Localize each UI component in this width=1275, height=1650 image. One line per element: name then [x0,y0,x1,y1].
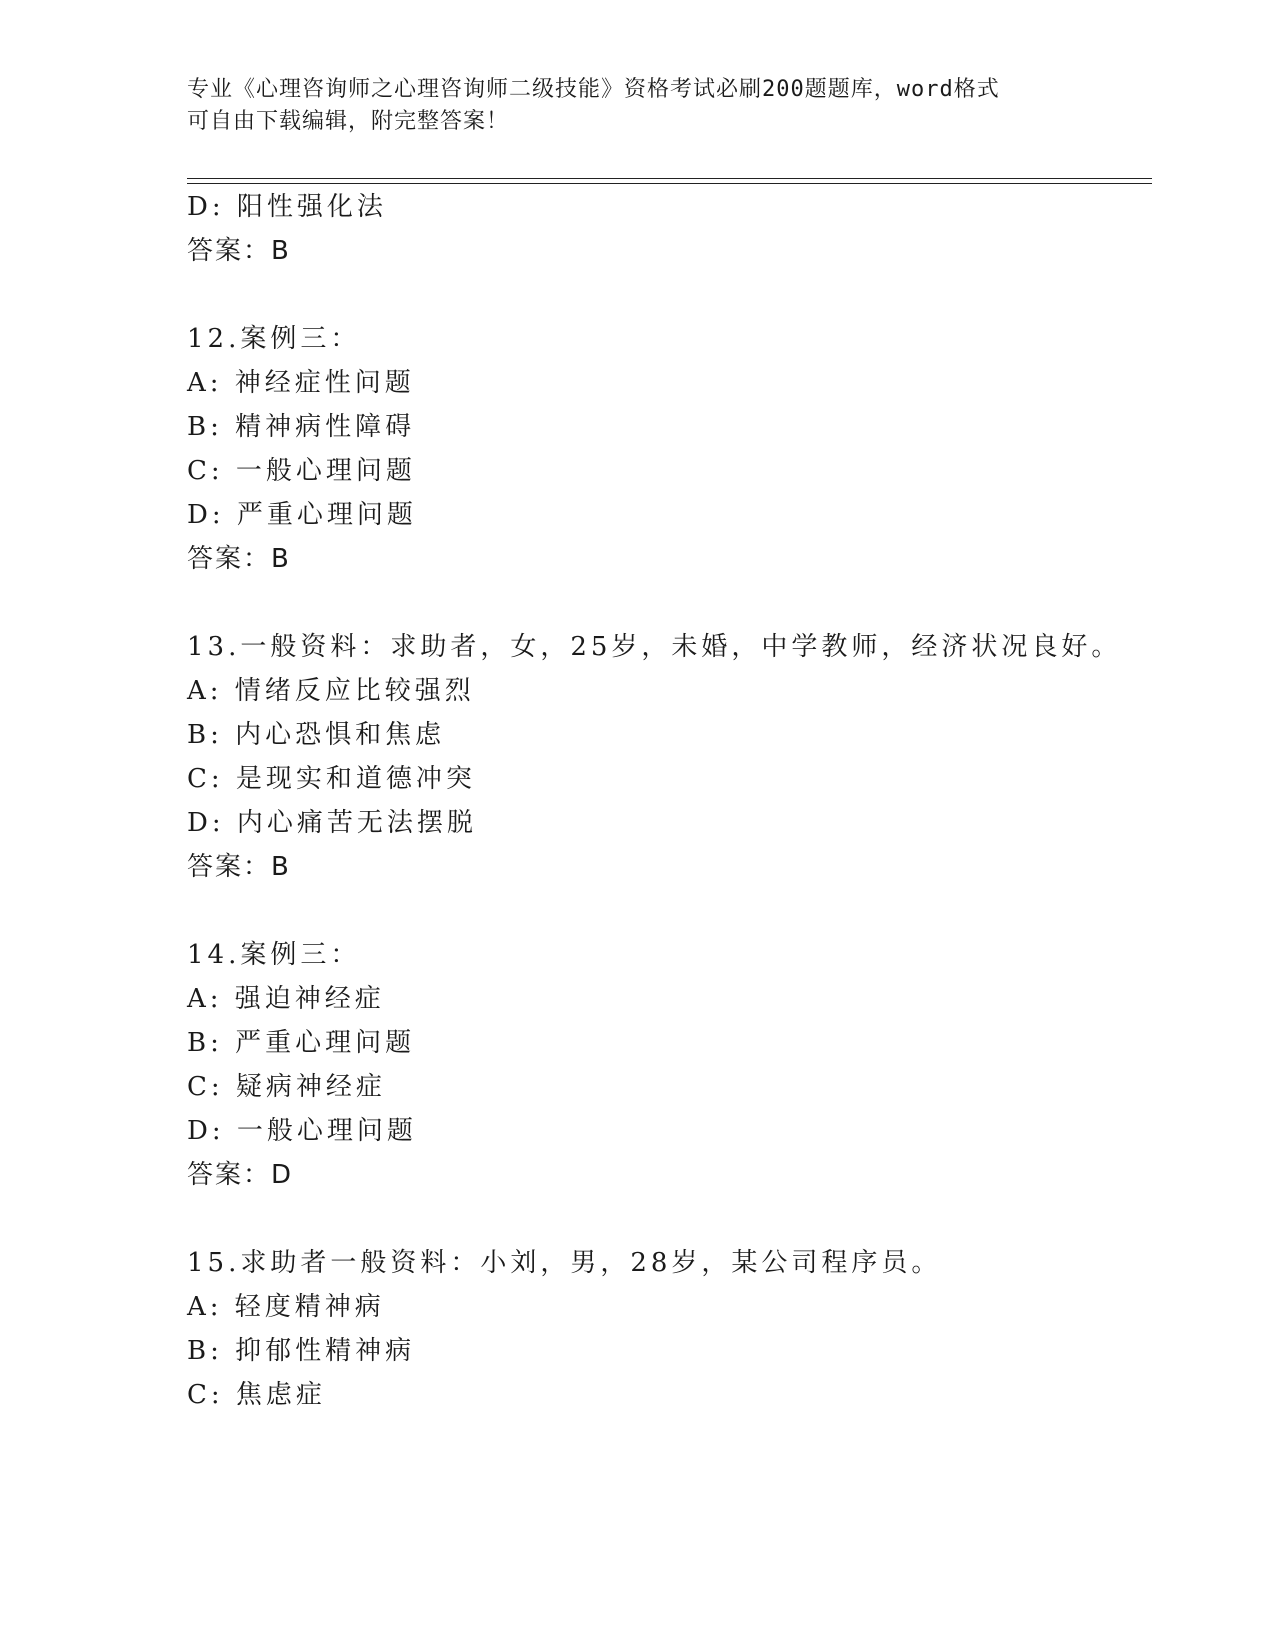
header-divider-top [187,178,1152,179]
question-13: 13.一般资料：求助者，女，25岁，未婚，中学教师，经济状况良好。 [187,632,1122,662]
header-line-2: 可自由下载编辑，附完整答案！ [187,109,510,134]
answer: 答案：B [187,852,291,882]
question-15: 15.求助者一般资料：小刘，男，28岁，某公司程序员。 [187,1248,942,1278]
option-c: C: 疑病神经症 [187,1072,386,1102]
option-c: C: 焦虑症 [187,1380,326,1410]
option-b: B: 严重心理问题 [187,1028,416,1058]
option-a: A: 强迫神经症 [187,984,385,1014]
question-12: 12.案例三： [187,324,361,354]
answer: 答案：B [187,544,291,574]
answer: 答案：D [187,1160,294,1190]
option-a: A: 情绪反应比较强烈 [187,676,475,706]
question-14: 14.案例三： [187,940,361,970]
option-a: A: 神经症性问题 [187,368,415,398]
option-b: B: 精神病性障碍 [187,412,416,442]
option-b: B: 内心恐惧和焦虑 [187,720,446,750]
option-c: C: 是现实和道德冲突 [187,764,476,794]
answer: 答案：B [187,236,291,266]
header-line-1: 专业《心理咨询师之心理咨询师二级技能》资格考试必刷200题题库，word格式 [187,77,1000,102]
option-c: C: 一般心理问题 [187,456,416,486]
option-a: A: 轻度精神病 [187,1292,385,1322]
document-header [187,74,1087,138]
option-d: D: 严重心理问题 [187,500,417,530]
header-divider-bottom [187,183,1152,184]
option-d: D: 内心痛苦无法摆脱 [187,808,477,838]
option-d: D: 阳性强化法 [187,192,387,222]
option-b: B: 抑郁性精神病 [187,1336,416,1366]
option-d: D: 一般心理问题 [187,1116,417,1146]
